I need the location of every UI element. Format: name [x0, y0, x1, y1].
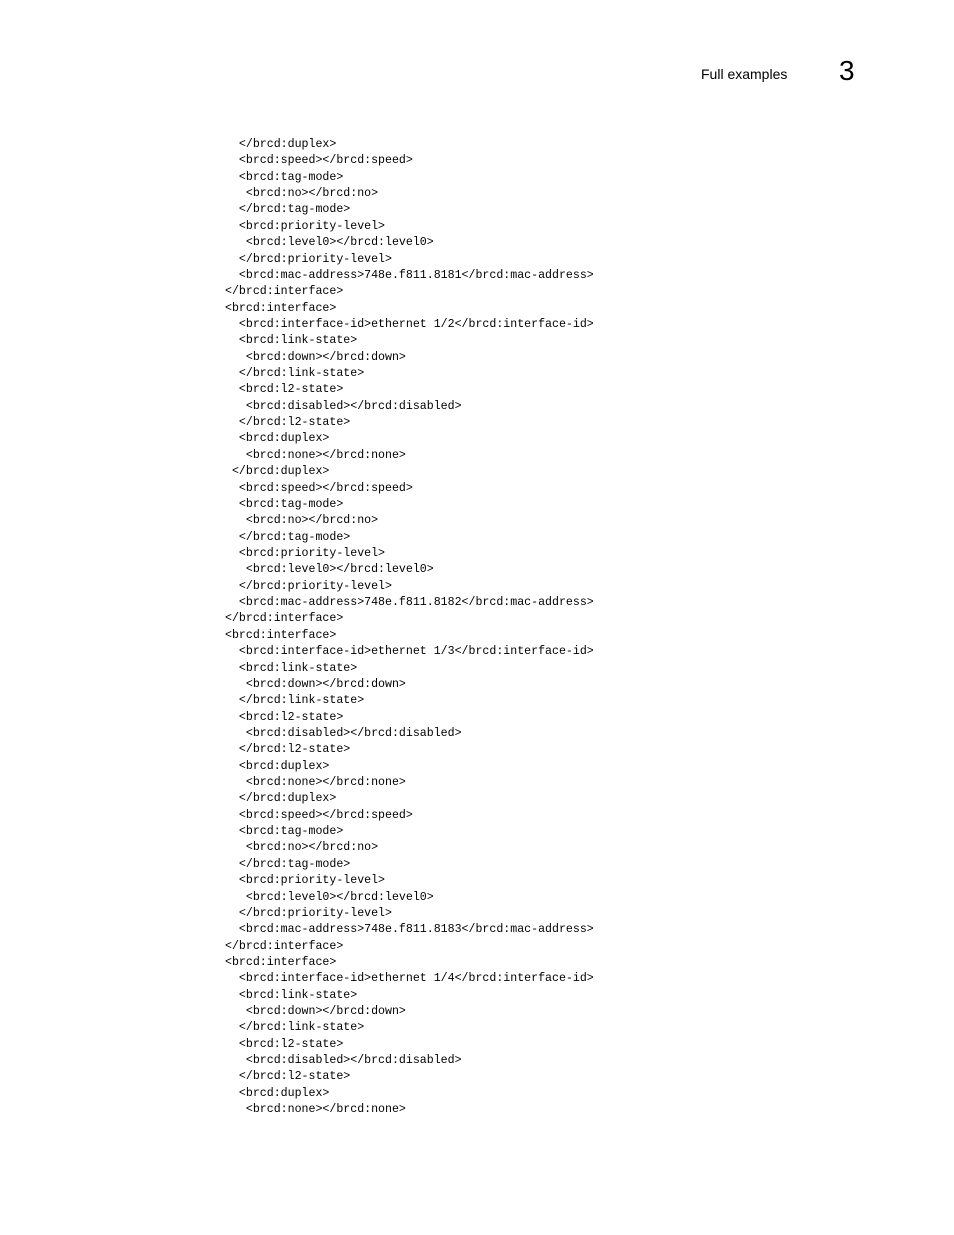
code-line: <brcd:mac-address>748e.f811.8183</brcd:mac-address> [225, 923, 594, 937]
code-line: </brcd:link-state> [225, 367, 365, 381]
code-line: <brcd:down></brcd:down> [225, 1005, 406, 1019]
code-line: <brcd:level0></brcd:level0> [225, 563, 434, 577]
code-line: <brcd:interface> [225, 628, 337, 642]
code-line: </brcd:priority-level> [225, 579, 392, 593]
code-line: <brcd:link-state> [225, 988, 358, 1002]
code-line: </brcd:tag-mode> [225, 857, 351, 871]
code-line: </brcd:l2-state> [225, 1070, 351, 1084]
code-line: <brcd:none></brcd:none> [225, 1103, 406, 1117]
code-line: </brcd:l2-state> [225, 743, 351, 757]
code-line: </brcd:priority-level> [225, 252, 392, 266]
code-line: </brcd:link-state> [225, 1021, 365, 1035]
code-line: <brcd:duplex> [225, 759, 330, 773]
code-line: <brcd:speed></brcd:speed> [225, 808, 413, 822]
code-line: <brcd:mac-address>748e.f811.8181</brcd:mac-address> [225, 268, 594, 282]
code-line: <brcd:level0></brcd:level0> [225, 236, 434, 250]
code-line: </brcd:interface> [225, 285, 344, 299]
code-line: </brcd:link-state> [225, 694, 365, 708]
code-line: <brcd:priority-level> [225, 219, 386, 233]
code-line: </brcd:tag-mode> [225, 203, 351, 217]
code-line: <brcd:duplex> [225, 432, 330, 446]
code-line: <brcd:no></brcd:no> [225, 841, 379, 855]
code-line: <brcd:duplex> [225, 1086, 330, 1100]
code-line: </brcd:l2-state> [225, 416, 351, 430]
section-title: Full examples [701, 66, 788, 82]
code-line: <brcd:none></brcd:none> [225, 776, 406, 790]
code-line: <brcd:down></brcd:down> [225, 677, 406, 691]
code-line: <brcd:l2-state> [225, 710, 344, 724]
code-line: </brcd:interface> [225, 939, 344, 953]
code-line: <brcd:no></brcd:no> [225, 514, 379, 528]
code-line: <brcd:interface-id>ethernet 1/2</brcd:interface-id> [225, 317, 594, 331]
code-line: <brcd:disabled></brcd:disabled> [225, 1054, 462, 1068]
code-line: <brcd:disabled></brcd:disabled> [225, 726, 462, 740]
code-line: <brcd:l2-state> [225, 383, 344, 397]
code-line: <brcd:no></brcd:no> [225, 187, 379, 201]
code-line: </brcd:priority-level> [225, 906, 392, 920]
code-line: <brcd:mac-address>748e.f811.8182</brcd:mac-address> [225, 596, 594, 610]
code-line: <brcd:tag-mode> [225, 825, 344, 839]
code-line: <brcd:disabled></brcd:disabled> [225, 399, 462, 413]
code-line: <brcd:interface> [225, 301, 337, 315]
code-line: <brcd:link-state> [225, 334, 358, 348]
code-line: <brcd:speed></brcd:speed> [225, 154, 413, 168]
code-line: <brcd:interface> [225, 955, 337, 969]
code-line: <brcd:link-state> [225, 661, 358, 675]
code-line: </brcd:tag-mode> [225, 530, 351, 544]
code-line: <brcd:tag-mode> [225, 497, 344, 511]
code-line: <brcd:priority-level> [225, 546, 386, 560]
code-line: <brcd:speed></brcd:speed> [225, 481, 413, 495]
code-line: </brcd:interface> [225, 612, 344, 626]
code-line: <brcd:l2-state> [225, 1037, 344, 1051]
code-line: <brcd:interface-id>ethernet 1/3</brcd:interface-id> [225, 645, 594, 659]
code-line: </brcd:duplex> [225, 792, 337, 806]
code-line: <brcd:level0></brcd:level0> [225, 890, 434, 904]
code-line: </brcd:duplex> [225, 465, 330, 479]
chapter-number: 3 [839, 55, 855, 86]
code-line: <brcd:interface-id>ethernet 1/4</brcd:interface-id> [225, 972, 594, 986]
code-line: <brcd:down></brcd:down> [225, 350, 406, 364]
code-line: <brcd:priority-level> [225, 874, 386, 888]
code-line: <brcd:none></brcd:none> [225, 448, 406, 462]
code-line: <brcd:tag-mode> [225, 170, 344, 184]
code-line: </brcd:duplex> [225, 138, 337, 151]
xml-code-listing [225, 137, 594, 1119]
